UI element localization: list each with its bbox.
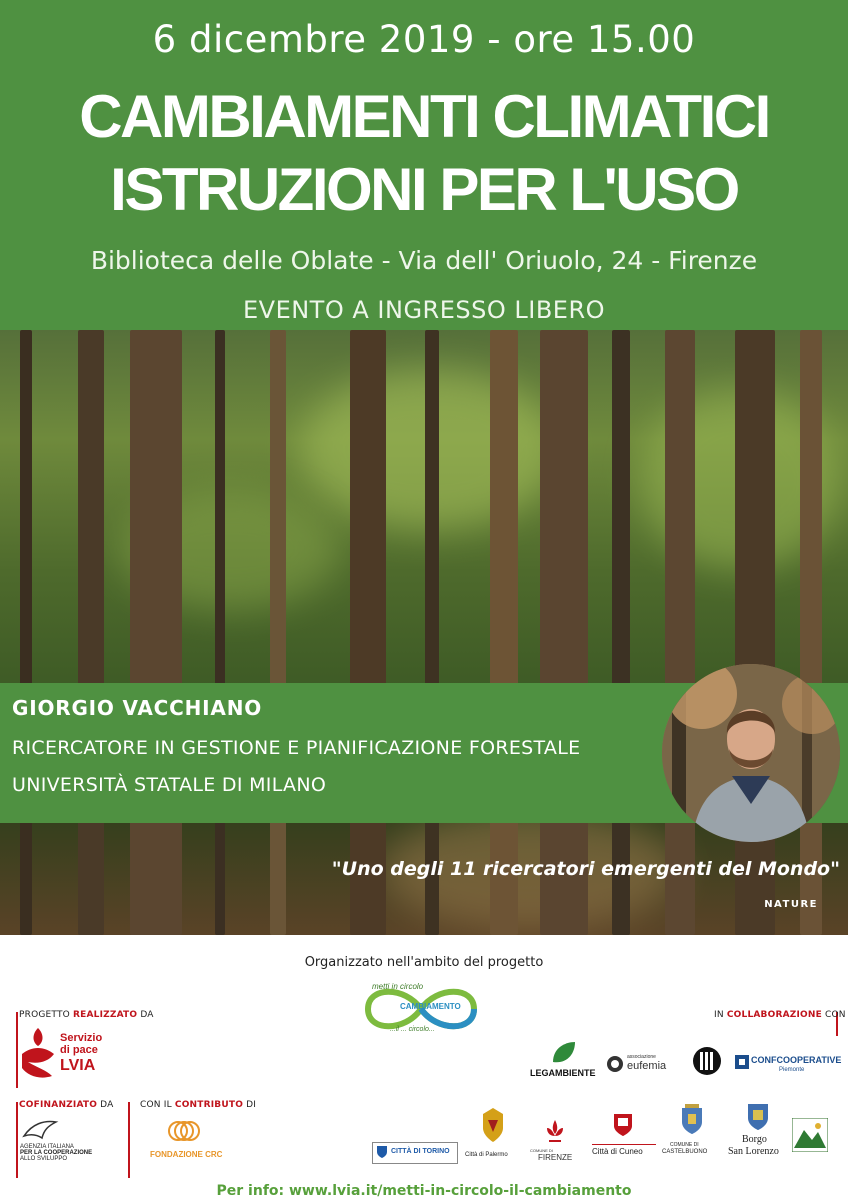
torino-label: CITTÀ DI TORINO	[391, 1148, 450, 1155]
divider-cofunded	[16, 1102, 18, 1178]
cofunded-highlight: COFINANZIATO	[19, 1100, 98, 1110]
castelbuono-label: CASTELBUONO	[662, 1149, 708, 1155]
event-venue: Biblioteca delle Oblate - Via dell' Oriuolo, 24 - Firenze	[90, 246, 758, 275]
speaker-affiliation: UNIVERSITÀ STATALE DI MILANO	[12, 774, 327, 796]
aics-line2: PER LA COOPERAZIONE	[20, 1150, 93, 1156]
lvia-line2: di pace	[60, 1044, 98, 1056]
crc-label: FONDAZIONE CRC	[150, 1150, 223, 1159]
contribution-pre: CON IL	[140, 1100, 175, 1110]
contribution-highlight: CONTRIBUTO	[174, 1100, 244, 1110]
borgo-line1: Borgo	[742, 1134, 767, 1145]
confcooperative-logo	[735, 1054, 842, 1078]
lvia-logo	[18, 1024, 138, 1080]
castelbuono-crest-icon	[679, 1102, 705, 1136]
speaker-portrait	[662, 664, 840, 842]
event-title-line1: CAMBIAMENTI CLIMATICI	[79, 83, 769, 150]
confcoop-icon	[735, 1055, 749, 1069]
eufemia-logo	[605, 1054, 685, 1076]
collaboration-label	[714, 1010, 846, 1020]
round-emblem-icon	[692, 1046, 722, 1076]
event-date: 6 dicembre 2019 - ore 15.00	[152, 18, 696, 61]
cuneo-crest-icon	[612, 1112, 634, 1138]
aics-line3: ALLO SVILUPPO	[20, 1156, 68, 1162]
forest-photo	[0, 330, 848, 935]
cuneo-logo	[592, 1112, 656, 1162]
project-logo	[360, 978, 482, 1040]
event-admission: EVENTO A INGRESSO LIBERO	[242, 296, 606, 324]
eufemia-label: eufemia	[627, 1060, 667, 1072]
cofunded-by-label	[19, 1100, 114, 1110]
confcoop-sub: Piemonte	[779, 1067, 805, 1073]
divider-contribution	[128, 1102, 130, 1178]
dove-icon	[20, 1116, 60, 1144]
quote-source: NATURE	[764, 899, 818, 910]
round-emblem-logo	[692, 1046, 722, 1076]
event-title-line2: ISTRUZIONI PER L'USO	[110, 156, 738, 223]
fondazione-crc-logo	[150, 1118, 230, 1166]
mountain-park-logo	[792, 1118, 828, 1162]
torino-logo	[372, 1142, 458, 1164]
realized-by-pre: PROGETTO	[19, 1010, 74, 1020]
project-logo-line1: metti in circolo	[372, 982, 424, 991]
castelbuono-logo	[662, 1102, 722, 1162]
legambiente-label: LEGAMBIENTE	[530, 1068, 596, 1078]
borgo-line2: San Lorenzo	[728, 1146, 779, 1157]
firenze-small: COMUNE DI	[530, 1148, 553, 1153]
fleur-de-lis-icon	[544, 1118, 566, 1146]
aics-line1: AGENZIA ITALIANA	[20, 1144, 74, 1150]
project-logo-line3: ...il ... circolo...	[390, 1026, 435, 1033]
firenze-label: FIRENZE	[538, 1153, 573, 1162]
realized-by-highlight: REALIZZATO	[73, 1010, 138, 1020]
eufemia-small: associazione	[627, 1054, 656, 1060]
nature-quote: "Uno degli 11 ricercatori emergenti del Mondo"	[331, 858, 840, 880]
firenze-logo	[530, 1118, 580, 1164]
leaf-icon	[549, 1040, 579, 1066]
speaker-role: RICERCATORE IN GESTIONE E PIANIFICAZIONE FORESTALE	[12, 737, 581, 759]
torino-shield-icon	[376, 1145, 388, 1159]
portrait-illustration	[662, 664, 840, 842]
realized-by-label	[19, 1010, 154, 1020]
palermo-crest-icon	[478, 1106, 508, 1146]
lvia-line3: LVIA	[60, 1057, 96, 1074]
confcoop-label: CONFCOOPERATIVE	[751, 1055, 842, 1065]
borgo-crest-icon	[746, 1100, 770, 1132]
collab-post: CON	[821, 1010, 846, 1020]
lvia-line1: Servizio	[60, 1032, 103, 1044]
palermo-logo	[465, 1106, 521, 1162]
speaker-name: GIORGIO VACCHIANO	[12, 696, 263, 720]
contribution-post: DI	[243, 1100, 257, 1110]
collab-highlight: COLLABORAZIONE	[726, 1010, 822, 1020]
project-logo-line2: CAMBIAMENTO	[400, 1002, 461, 1011]
cofunded-post: DA	[97, 1100, 114, 1110]
castelbuono-small: COMUNE DI	[670, 1142, 699, 1148]
lvia-emblem-icon	[18, 1024, 58, 1080]
collab-pre: IN	[714, 1010, 727, 1020]
contribution-label	[140, 1100, 256, 1110]
info-link[interactable]: Per info: www.lvia.it/metti-in-circolo-il-cambiamento	[216, 1183, 632, 1199]
aics-logo	[20, 1116, 120, 1162]
cuneo-label: Città di Cuneo	[592, 1144, 656, 1156]
palermo-label: Città di Palermo	[465, 1152, 508, 1158]
crc-rings-icon	[164, 1118, 204, 1144]
eufemia-icon	[605, 1054, 625, 1074]
legambiente-logo	[530, 1040, 598, 1080]
realized-by-post: DA	[137, 1010, 154, 1020]
mountain-icon	[792, 1118, 828, 1152]
borgo-san-lorenzo-logo	[728, 1100, 788, 1162]
organized-within-label: Organizzato nell'ambito del progetto	[304, 955, 544, 970]
